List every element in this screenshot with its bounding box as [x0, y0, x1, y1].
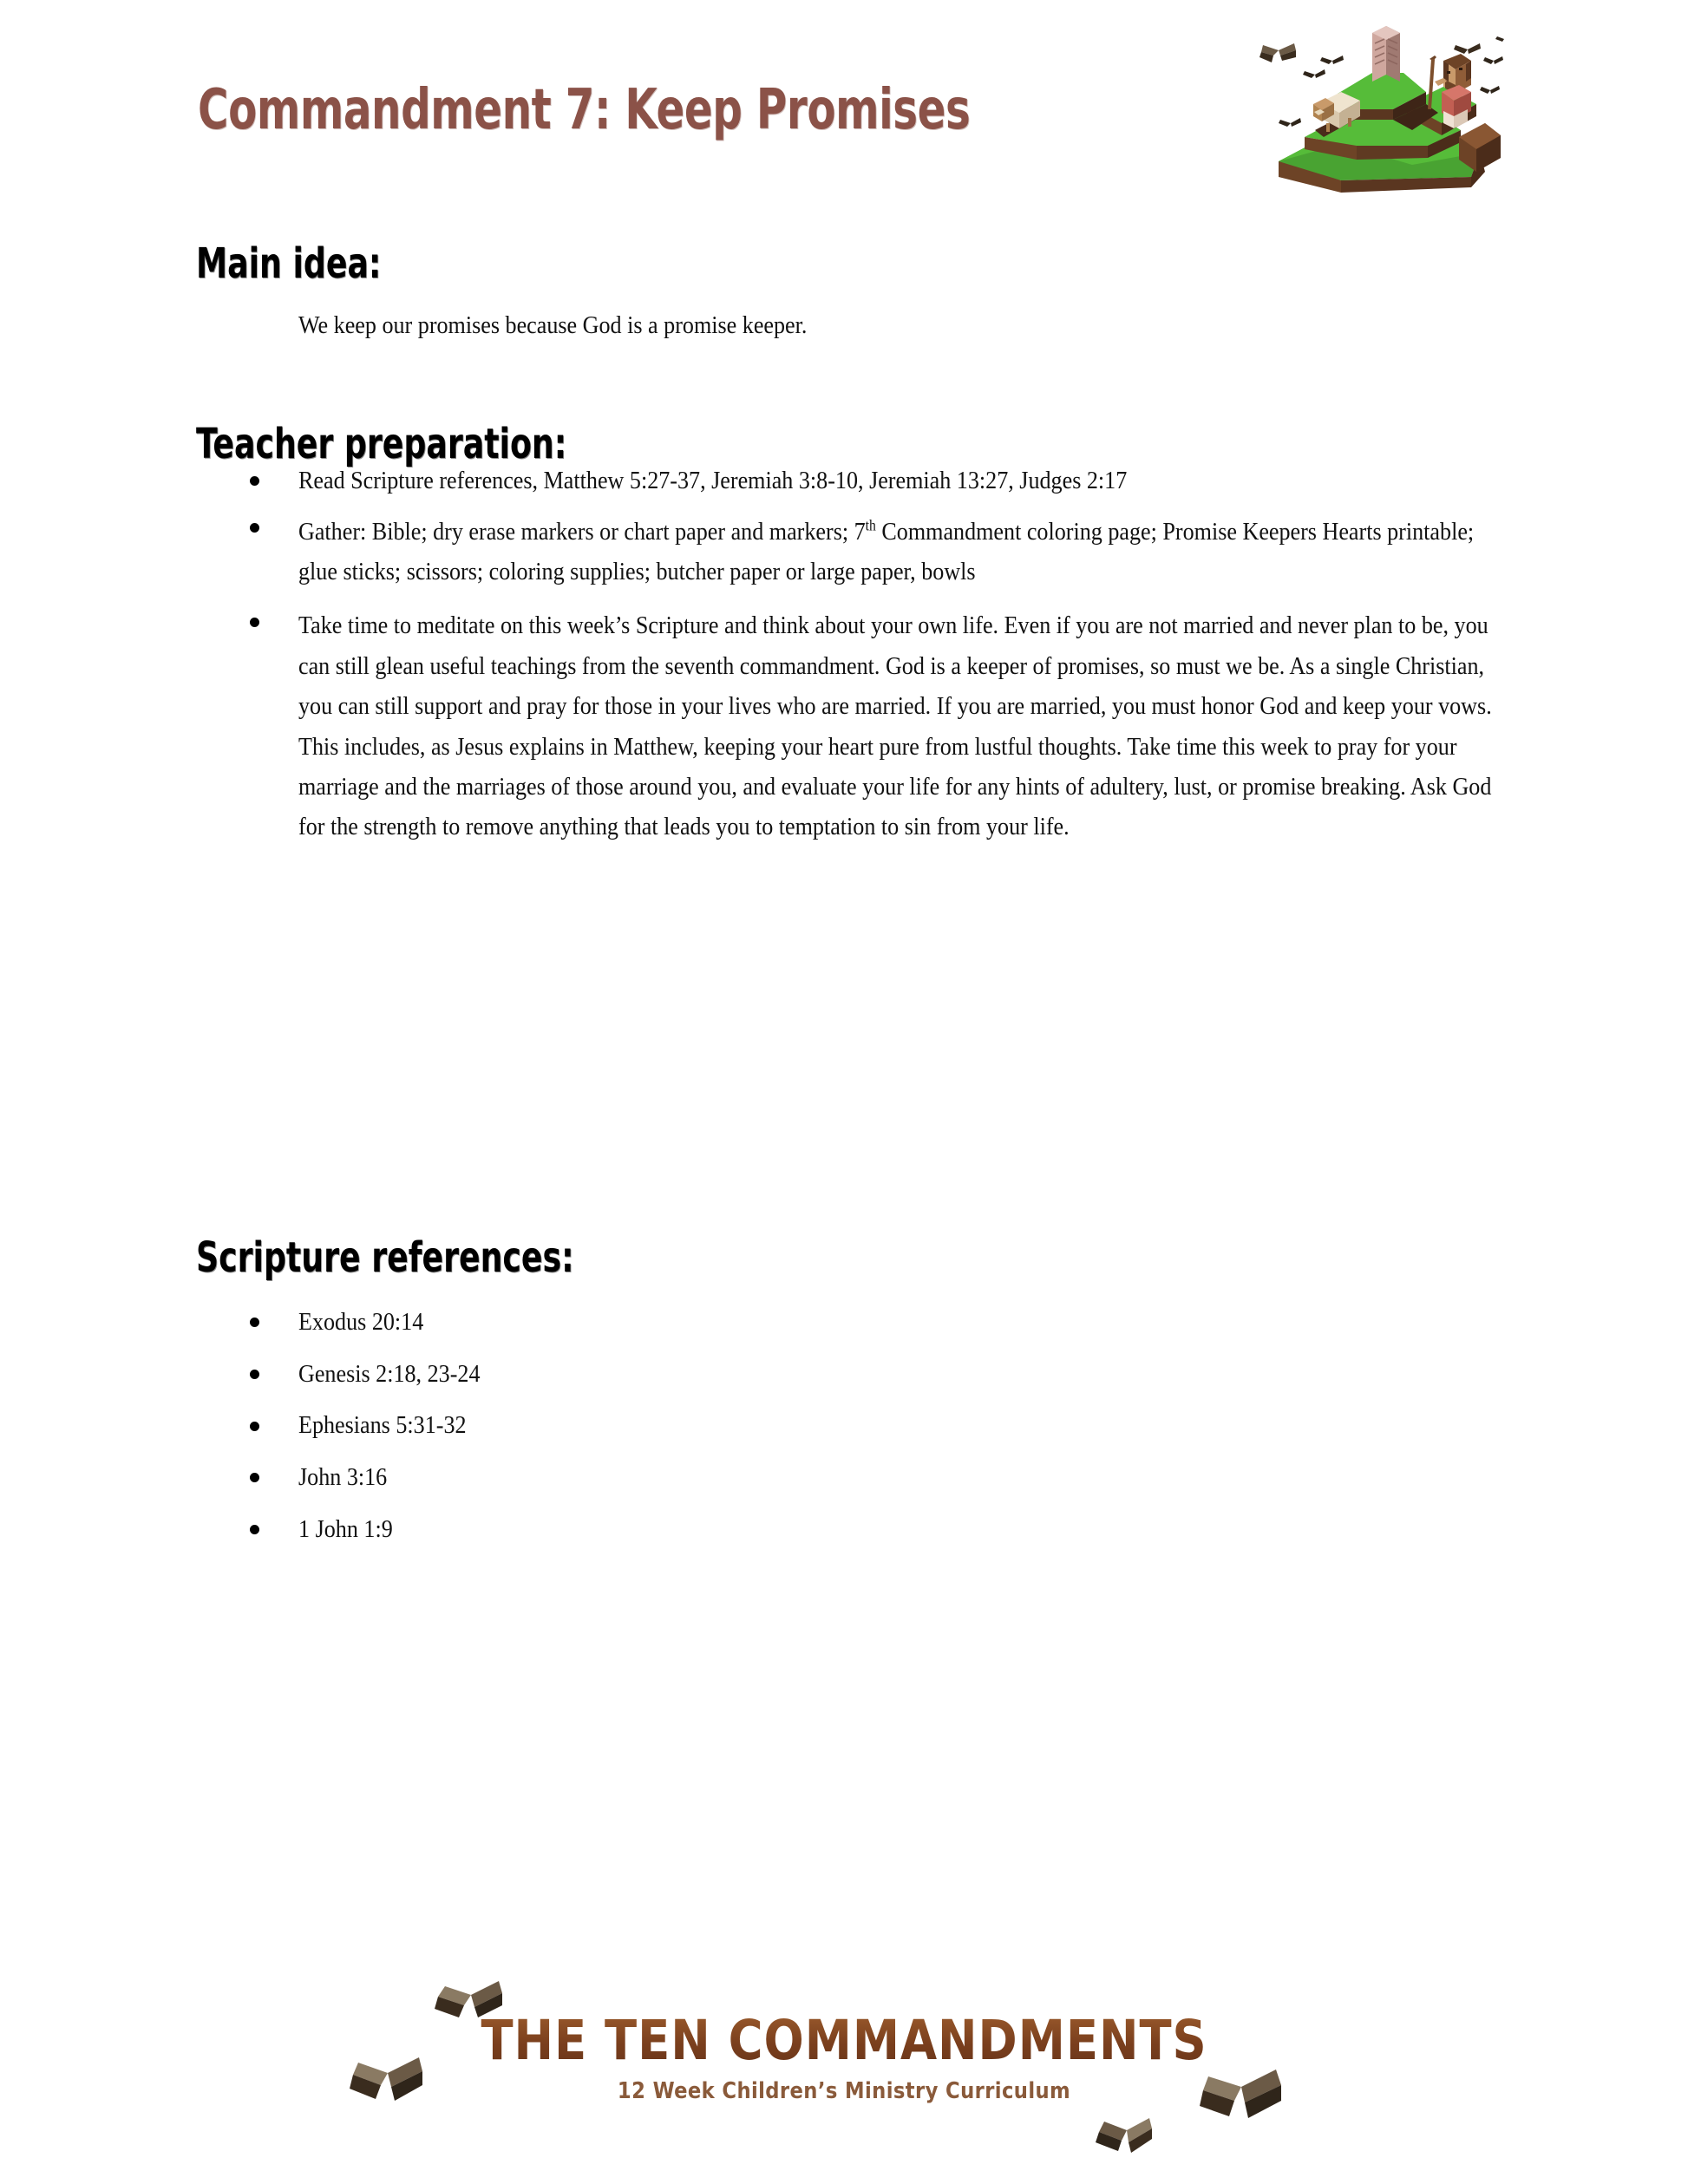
stone-tablets-icon	[1372, 26, 1400, 82]
bird-icon	[350, 2057, 422, 2101]
list-item	[250, 1306, 1030, 1339]
list-item-label: John 3:16	[298, 1463, 388, 1492]
bird-icon	[435, 1981, 502, 2017]
bird-icon	[1200, 2070, 1281, 2118]
gather-text-after: Commandment coloring page; Promise Keepers Hearts printable; glue sticks; scissors; coloring supplies; butcher paper or large paper, bowls	[298, 517, 1475, 586]
footer-birds-svg	[341, 1960, 1347, 2177]
logo-subtitle: 12 Week Children’s Ministry Curriculum	[617, 2078, 1071, 2104]
bullet-dot-icon	[250, 1525, 259, 1534]
bullet-dot-icon	[250, 1422, 259, 1431]
bullet-dot-icon	[250, 1318, 259, 1327]
list-item	[250, 1461, 1030, 1494]
teacher-preparation-list	[250, 465, 1499, 847]
main-idea-text: We keep our promises because God is a promise keeper.	[298, 311, 808, 339]
ordinal-superscript: th	[865, 516, 876, 534]
list-item	[250, 512, 1499, 592]
page-title: Commandment 7: Keep Promises	[198, 78, 971, 142]
gather-text-before: Gather: Bible; dry erase markers or chart paper and markers; 7	[298, 517, 866, 546]
bird-icon	[1096, 2118, 1152, 2153]
list-item-label: Ephesians 5:31-32	[298, 1411, 467, 1440]
list-item	[250, 1358, 1030, 1391]
list-item-label: Exodus 20:14	[298, 1308, 424, 1336]
section-heading-teacher-preparation: Teacher preparation:	[196, 419, 567, 468]
bullet-dot-icon	[250, 476, 259, 486]
moses-mountain-voxel-illustration	[1211, 7, 1506, 193]
scripture-references-list	[250, 1306, 1030, 1546]
bullet-dot-icon	[250, 1473, 259, 1482]
list-item	[250, 605, 1499, 847]
section-heading-main-idea: Main idea:	[196, 239, 382, 288]
bullet-dot-icon	[250, 618, 259, 627]
list-item-label	[298, 512, 1498, 592]
flying-birds-voxel-illustration	[341, 1960, 1347, 2177]
list-item	[250, 1409, 1030, 1442]
logo-title: THE TEN COMMANDMENTS	[481, 2008, 1207, 2072]
list-item-label: Read Scripture references, Matthew 5:27-37, Jeremiah 3:8-10, Jeremiah 13:27, Judges 2:17	[298, 467, 1128, 494]
page-footer	[0, 1950, 1688, 2184]
list-item-label: Take time to meditate on this week’s Scripture and think about your own life. Even if you are not married and never plan to be, you can still glean useful teachings from the seventh commandment. God is a keeper of promises, so must we be. As a single Christian, you can still support and pray for those in your lives who are married. If you are married, you must honor God and keep your vows. This includes, as Jesus explains in Matthew, keeping your heart pure from lustful thoughts. Take time this week to pray for your marriage and the marriages of those around you, and evaluate your life for any hints of adultery, lust, or promise breaking. Ask God for the strength to remove anything that leads you to temptation to sin from your life.	[298, 611, 1492, 841]
page-header	[0, 0, 1688, 199]
list-item-label: Genesis 2:18, 23-24	[298, 1359, 481, 1388]
bullet-dot-icon	[250, 523, 259, 533]
bullet-dot-icon	[250, 1370, 259, 1379]
list-item-label: 1 John 1:9	[298, 1514, 393, 1543]
list-item	[250, 1514, 1030, 1546]
list-item	[250, 465, 1499, 498]
section-heading-scripture-references: Scripture references:	[196, 1233, 574, 1282]
moses-mountain-svg	[1211, 7, 1506, 193]
